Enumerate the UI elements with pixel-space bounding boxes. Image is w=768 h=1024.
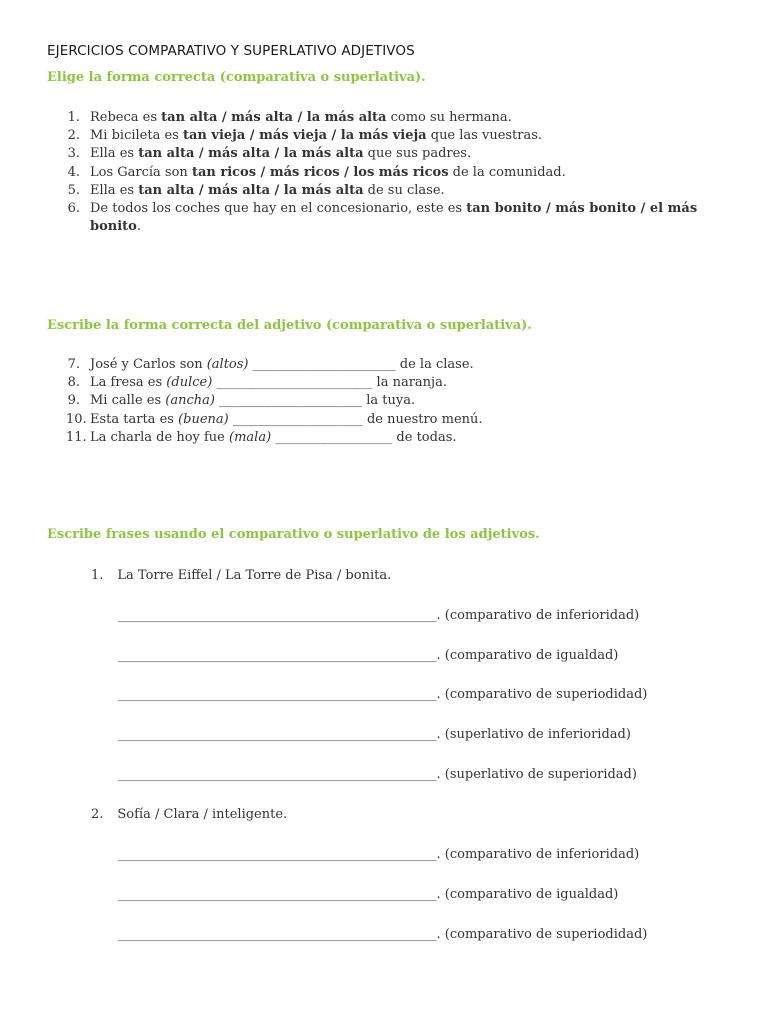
- list-item: [60, 109, 725, 127]
- item-number: 9.: [67, 393, 80, 409]
- answer-blank: _________________________________________________.: [118, 927, 441, 942]
- answer-line: [118, 846, 639, 864]
- answer-hint: (comparativo de inferioridad): [440, 847, 640, 862]
- answer-blank: __________________: [271, 429, 397, 445]
- item-text: Mi bicileta es: [90, 128, 183, 144]
- item-text: Los García son: [90, 164, 192, 180]
- item-text-end: como su hermana.: [386, 110, 512, 125]
- item-number: 8.: [67, 375, 80, 391]
- item-text-end: .: [136, 219, 141, 235]
- answer-blank: _________________________________________________.: [118, 648, 441, 663]
- list-item: [60, 127, 725, 145]
- item-text: Ella es: [90, 182, 139, 198]
- list-item: [60, 182, 725, 200]
- item-text: Mi calle es: [90, 393, 166, 409]
- list-item: [60, 429, 725, 447]
- answer-hint: (superlativo de superioridad): [440, 767, 637, 782]
- list-item: [60, 145, 725, 163]
- item-text-end: de todas.: [396, 429, 457, 445]
- question-1: [91, 567, 391, 585]
- item-options: tan alta / más alta / la más alta: [138, 146, 364, 162]
- answer-blank: _________________________________________________.: [118, 767, 441, 782]
- item-text-end: la naranja.: [376, 375, 447, 391]
- answer-line: [118, 886, 618, 904]
- item-number: 4.: [67, 164, 80, 180]
- question-number: 1.: [91, 568, 104, 583]
- answer-hint: (comparativo de igualdad): [440, 648, 619, 663]
- item-number: 10.: [66, 411, 87, 427]
- item-adjective: (mala): [229, 429, 272, 445]
- item-text-end: que sus padres.: [363, 146, 472, 162]
- item-text: Esta tarta es: [90, 411, 179, 427]
- section2-heading: Escribe la forma correcta del adjetivo (comparativa o superlativa).: [47, 318, 532, 333]
- question-2: [91, 806, 287, 824]
- answer-line: [118, 686, 647, 704]
- item-number: 7.: [67, 357, 80, 372]
- answer-hint: (comparativo de superiodidad): [440, 927, 648, 942]
- question-text: La Torre Eiffel / La Torre de Pisa / bonita.: [117, 568, 392, 583]
- item-text: Rebeca es: [90, 110, 162, 125]
- answer-hint: (comparativo de superiodidad): [440, 687, 648, 702]
- item-text-end: de la comunidad.: [448, 164, 566, 180]
- question-text: Sofía / Clara / inteligente.: [117, 807, 288, 822]
- answer-line: [118, 926, 647, 944]
- item-number: 1.: [67, 110, 80, 125]
- answer-line: [118, 607, 639, 625]
- item-text-end: de nuestro menú.: [366, 411, 483, 427]
- section1-heading: Elige la forma correcta (comparativa o superlativa).: [47, 70, 426, 85]
- item-text-end: de la clase.: [399, 357, 474, 372]
- item-text-end: que las vuestras.: [426, 128, 543, 144]
- item-options: tan bonito / más bonito / el más bonito: [90, 201, 698, 235]
- answer-line: [118, 647, 618, 665]
- item-adjective: (altos): [206, 357, 249, 372]
- question-number: 2.: [91, 807, 104, 822]
- answer-blank: _________________________________________________.: [118, 727, 441, 742]
- list-item: [60, 200, 725, 236]
- answer-blank: _________________________________________________.: [118, 608, 441, 623]
- item-adjective: (buena): [178, 411, 229, 427]
- list-item: [60, 164, 725, 182]
- answer-blank: ________________________: [212, 375, 377, 391]
- answer-line: [118, 726, 631, 744]
- document-title: EJERCICIOS COMPARATIVO Y SUPERLATIVO ADJETIVOS: [47, 43, 415, 59]
- answer-blank: ____________________: [228, 411, 367, 427]
- answer-blank: _________________________________________________.: [118, 847, 441, 862]
- list-item: [60, 411, 725, 429]
- item-number: 5.: [67, 182, 80, 198]
- section2-list: [60, 356, 725, 447]
- answer-blank: _________________________________________________.: [118, 687, 441, 702]
- item-text: José y Carlos son: [90, 357, 207, 372]
- item-number: 6.: [67, 201, 80, 217]
- item-adjective: (ancha): [165, 393, 215, 409]
- item-text-end: de su clase.: [363, 182, 445, 198]
- answer-hint: (comparativo de igualdad): [440, 887, 619, 902]
- list-item: [60, 392, 725, 410]
- item-options: tan alta / más alta / la más alta: [161, 110, 387, 125]
- item-options: tan ricos / más ricos / los más ricos: [191, 164, 449, 180]
- item-number: 3.: [67, 146, 80, 162]
- item-adjective: (dulce): [166, 375, 213, 391]
- item-text: De todos los coches que hay en el concesionario, este es: [90, 201, 467, 217]
- section3-heading: Escribe frases usando el comparativo o superlativo de los adjetivos.: [47, 527, 540, 542]
- item-text: La fresa es: [90, 375, 167, 391]
- item-number: 2.: [67, 128, 80, 144]
- item-text-end: la tuya.: [366, 393, 416, 409]
- item-options: tan vieja / más vieja / la más vieja: [182, 128, 427, 144]
- item-text: La charla de hoy fue: [90, 429, 230, 445]
- answer-hint: (superlativo de inferioridad): [440, 727, 631, 742]
- answer-blank: ______________________: [248, 357, 400, 372]
- answer-blank: ______________________: [214, 393, 367, 409]
- answer-line: [118, 766, 637, 784]
- list-item: [60, 356, 725, 374]
- item-text: Ella es: [90, 146, 139, 162]
- answer-hint: (comparativo de inferioridad): [440, 608, 640, 623]
- answer-blank: _________________________________________________.: [118, 887, 441, 902]
- list-item: [60, 374, 725, 392]
- item-options: tan alta / más alta / la más alta: [138, 182, 364, 198]
- item-number: 11.: [66, 429, 87, 445]
- section1-list: [60, 109, 725, 236]
